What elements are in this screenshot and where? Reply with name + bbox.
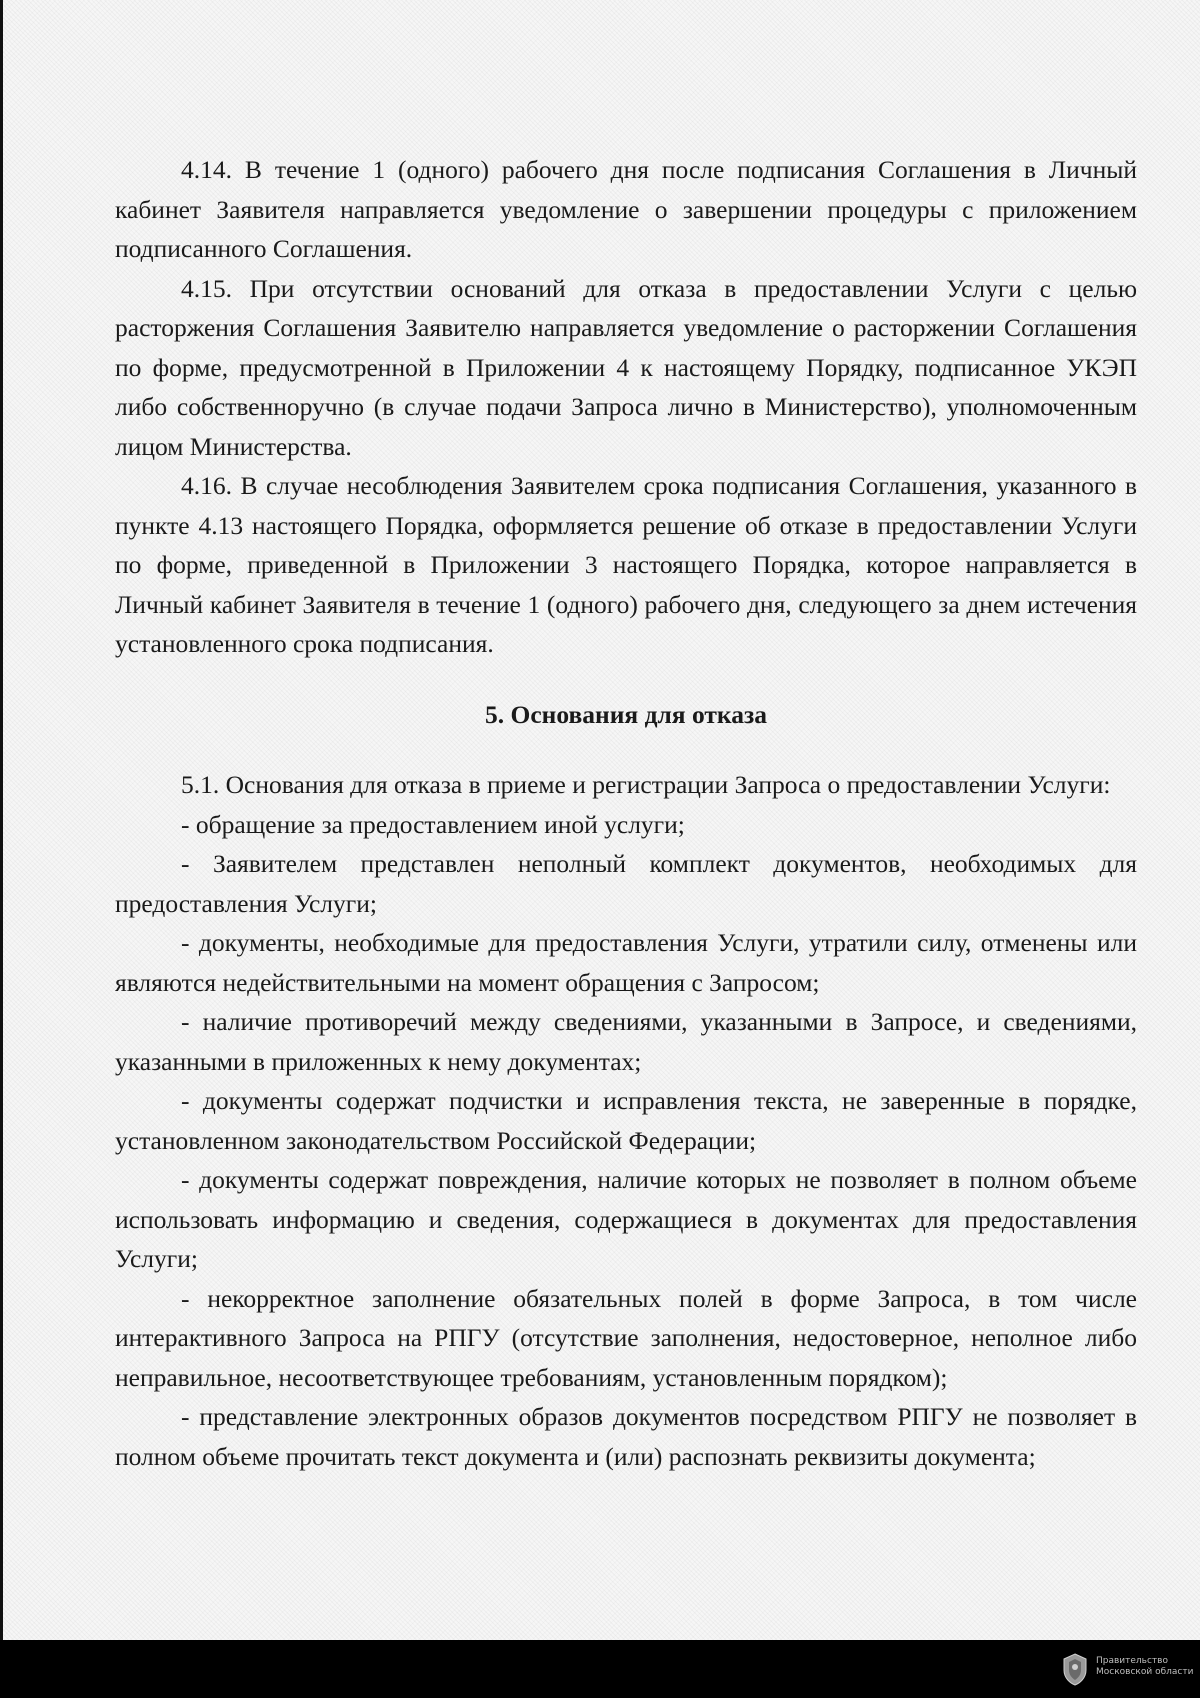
list-item: - обращение за предоставлением иной услуги;: [181, 809, 685, 839]
list-item: - наличие противоречий между сведениями, указанными в Запросе, и сведениями, указанными в приложенных к нему документах;: [115, 1007, 1137, 1076]
paragraph-4-16: 4.16. В случае несоблюдения Заявителем срока подписания Соглашения, указанного в пункте 4.13 настоящего Порядка, оформляется решение об отказе в предоставлении Услуги по форме, приведенной в Приложении 3 настоящего Порядка, которое направляется в Личный кабинет Заявителя в течение 1 (одного) рабочего дня, следующего за днем истечения установленного срока подписания.: [115, 471, 1137, 658]
list-item: - Заявителем представлен неполный комплект документов, необходимых для предоставления Услуги;: [115, 849, 1137, 918]
list-item: - представление электронных образов документов посредством РПГУ не позволяет в полном объеме прочитать текст документа и (или) распознать реквизиты документа;: [115, 1402, 1137, 1471]
seal-caption: [1096, 1656, 1193, 1678]
scan-edge: [0, 0, 3, 1640]
paragraph-4-15: 4.15. При отсутствии оснований для отказа в предоставлении Услуги с целью расторжения Соглашения Заявителю направляется уведомление о расторжении Соглашения по форме, предусмотренной в Приложении 4 к настоящему Порядку, подписанное УКЭП либо собственноручно (в случае подачи Запроса лично в Министерство), уполномоченным лицом Министерства.: [115, 273, 1137, 461]
section-heading: 5. Основания для отказа: [485, 699, 767, 729]
list-item: - документы содержат подчистки и исправления текста, не заверенные в порядке, установленном законодательством Российской Федерации;: [115, 1086, 1137, 1155]
list-item: - некорректное заполнение обязательных полей в форме Запроса, в том числе интерактивного Запроса на РПГУ (отсутствие заполнения, недостоверное, неполное либо неправильное, несоответствующее требованиям, установленным порядком);: [115, 1283, 1137, 1392]
seal-caption-line2: Московской области: [1096, 1667, 1194, 1677]
list-item: - документы содержат повреждения, наличие которых не позволяет в полном объеме использовать информацию и сведения, содержащиеся в документах для предоставления Услуги;: [115, 1165, 1137, 1273]
paragraph-4-14: 4.14. В течение 1 (одного) рабочего дня после подписания Соглашения в Личный кабинет Заявителя направляется уведомление о завершении процедуры с приложением подписанного Соглашения.: [115, 155, 1137, 263]
government-seal-icon: [1062, 1652, 1088, 1686]
seal-caption-line1: Правительство: [1096, 1656, 1168, 1666]
paragraph-5-1: 5.1. Основания для отказа в приеме и регистрации Запроса о предоставлении Услуги:: [181, 770, 1111, 799]
footer-bar: [0, 1640, 1200, 1698]
document-body: [115, 150, 1137, 1476]
list-item: - документы, необходимые для предоставления Услуги, утратили силу, отменены или являются недействительными на момент обращения с Запросом;: [115, 928, 1137, 997]
